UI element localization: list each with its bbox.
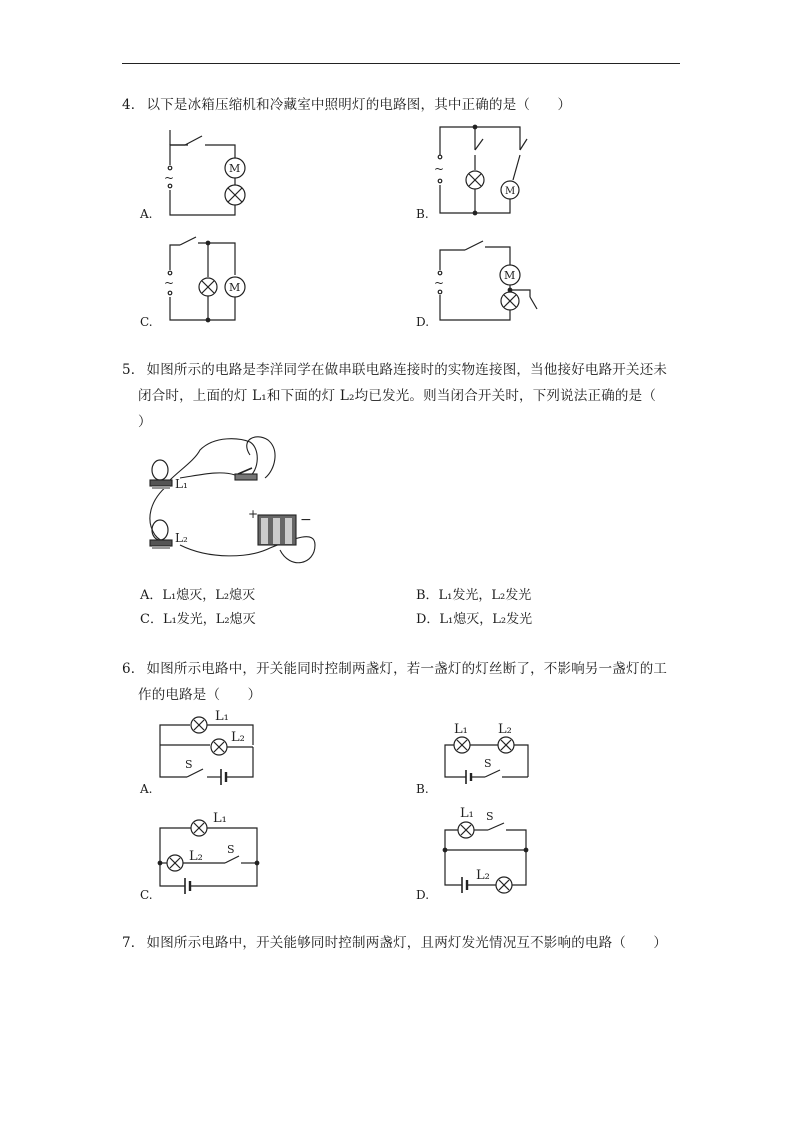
ac-symbol: ~	[434, 276, 445, 290]
question-7	[122, 930, 682, 956]
label-L2: L₂	[189, 849, 203, 864]
battery-minus: −	[300, 512, 312, 528]
label-S: S	[227, 843, 235, 856]
circuit-6a	[155, 705, 265, 790]
motor-label: M	[504, 269, 516, 282]
label-S: S	[185, 758, 193, 771]
physical-circuit-5	[140, 430, 320, 580]
ac-symbol: ~	[164, 276, 175, 290]
label-S: S	[484, 757, 492, 770]
label-L1: L₁	[460, 806, 474, 821]
label-L1: L₁	[175, 477, 188, 491]
option-4c-label: C.	[140, 315, 153, 329]
circuit-4a	[150, 130, 260, 220]
label-L2: L₂	[476, 868, 490, 883]
label-L2: L₂	[498, 722, 512, 737]
choice-5d: D．L₁熄灭，L₂发光	[416, 612, 533, 627]
choice-5a: A．L₁熄灭，L₂熄灭	[140, 588, 256, 603]
question-6	[122, 656, 682, 708]
battery-plus: +	[248, 507, 259, 521]
question-6-number: 6．	[122, 661, 145, 677]
motor-label: M	[229, 162, 241, 175]
question-5	[122, 357, 682, 435]
choice-5c: C．L₁发光，L₂熄灭	[140, 612, 256, 627]
ac-symbol: ~	[434, 162, 445, 176]
label-S: S	[486, 810, 494, 823]
question-4-text: 以下是冰箱压缩机和冷藏室中照明灯的电路图，其中正确的是（ ）	[146, 97, 572, 113]
option-4a-label: A.	[140, 207, 153, 221]
question-5-line1: 如图所示的电路是李洋同学在做串联电路连接时的实物连接图，当他接好电路开关还未	[146, 362, 668, 378]
option-4b-label: B.	[416, 207, 429, 221]
label-L1: L₁	[213, 811, 227, 826]
circuit-4b	[435, 125, 535, 220]
question-4	[122, 92, 682, 118]
motor-label: M	[229, 281, 241, 294]
question-4-number: 4．	[122, 97, 145, 113]
option-6a-label: A.	[140, 782, 153, 796]
question-7-text: 如图所示电路中，开关能够同时控制两盏灯，且两灯发光情况互不影响的电路（ ）	[146, 935, 668, 951]
header-rule	[122, 63, 680, 64]
circuit-6b	[440, 715, 540, 790]
label-L2: L₂	[175, 531, 188, 545]
circuit-4d	[435, 235, 545, 325]
question-5-line3: ）	[138, 414, 152, 430]
question-6-line2: 作的电路是（ ）	[138, 687, 262, 703]
ac-symbol: ~	[164, 171, 175, 185]
question-7-number: 7．	[122, 935, 145, 951]
option-6c-label: C.	[140, 888, 153, 902]
label-L2: L₂	[231, 730, 245, 745]
question-5-number: 5．	[122, 362, 145, 378]
circuit-6d	[440, 805, 540, 895]
label-L1: L₁	[215, 709, 229, 724]
label-L1: L₁	[454, 722, 468, 737]
circuit-4c	[150, 235, 260, 325]
option-6b-label: B.	[416, 782, 429, 796]
choice-5b: B．L₁发光，L₂发光	[416, 588, 532, 603]
question-6-line1: 如图所示电路中，开关能同时控制两盏灯，若一盏灯的灯丝断了，不影响另一盏灯的工	[146, 661, 668, 677]
circuit-6c	[155, 808, 265, 893]
option-6d-label: D.	[416, 888, 430, 902]
option-4d-label: D.	[416, 315, 430, 329]
question-5-line2: 闭合时，上面的灯 L₁和下面的灯 L₂均已发光。则当闭合开关时，下列说法正确的是（	[138, 388, 657, 404]
motor-label: M	[505, 186, 516, 197]
